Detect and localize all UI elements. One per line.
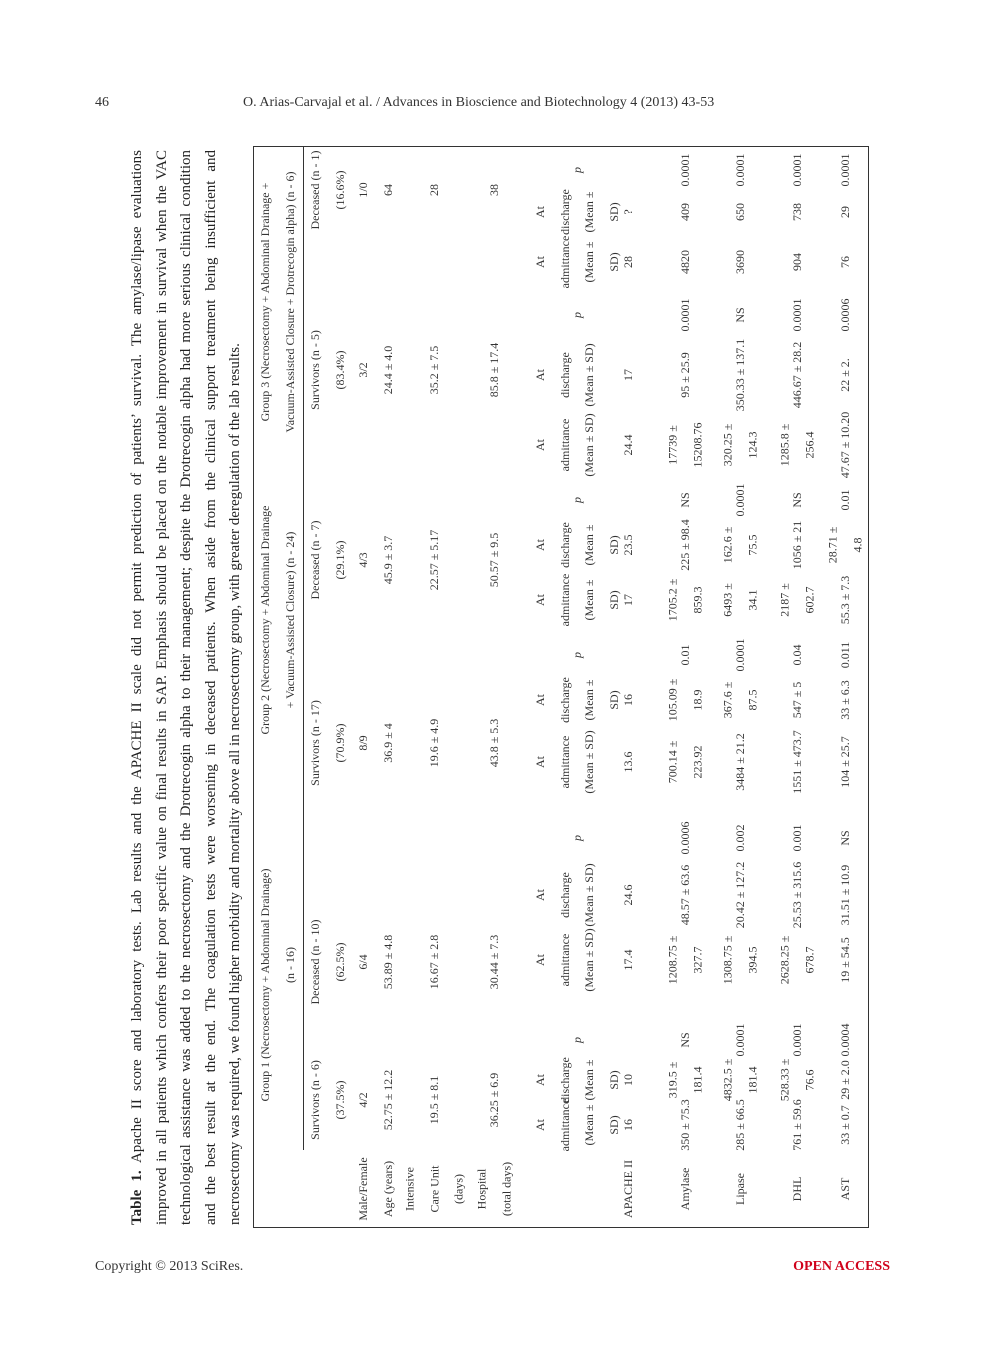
row-label: APACHE II — [620, 1160, 635, 1218]
table-cell: 48.57 ± 63.6 — [677, 864, 692, 926]
table-cell: 2187 ± 602.7 — [777, 583, 816, 617]
caption-text: Apache II score and laboratory tests. Lab results and the APACHE II scale did not permit prediction of patients’ survival. The amylase/lipase evaluations — [129, 150, 145, 1171]
table-cell: 10 — [620, 1074, 635, 1086]
table-cell: 47.67 ± 10.20 — [837, 411, 852, 479]
table-cell: 50.57 ± 9.5 — [486, 532, 501, 588]
table-cell: 0.0001 — [732, 1023, 747, 1057]
table-cell: 6493 ± 34.1 — [720, 583, 759, 617]
table-cell: 24.4 — [620, 434, 635, 456]
row-label: AST — [837, 1177, 852, 1201]
subcolumn-header: At admittance (Mean ± SD) — [533, 1098, 621, 1152]
table-cell: NS — [677, 492, 692, 508]
row-label: Hospital (total days) — [474, 1161, 513, 1217]
open-access-label: OPEN ACCESS — [793, 1259, 890, 1274]
table-cell: 30.44 ± 7.3 — [486, 934, 501, 990]
table-cell: 33 ± 0.7 — [837, 1105, 852, 1145]
table-cell: 29 — [837, 206, 852, 218]
table-cell: 105.09 ± 18.9 — [665, 678, 704, 722]
caption-line-4: and the best result at the end. The coagulation tests were worsening in deceased patients. When aside from the clinical support treatment being insufficient and — [202, 150, 219, 1225]
table-cell: 409 — [677, 203, 692, 221]
table-cell: 0.0001 — [732, 153, 747, 187]
table-cell: ? — [620, 209, 635, 215]
subgroup-percent: (70.9%) — [332, 723, 347, 763]
subcolumn-header: At admittance (Mean ± SD) — [533, 573, 621, 627]
table-cell: 22.57 ± 5.17 — [426, 529, 441, 591]
table-cell: 0.04 — [789, 644, 804, 666]
subcolumn-header: At discharge (Mean ± SD) — [533, 343, 596, 407]
table-cell: 17.4 — [620, 949, 635, 971]
group-header-subtitle: + Vacuum-Assisted Closure) (n - 24) — [282, 531, 297, 709]
table-cell: 28.71 ± 4.8 — [825, 526, 864, 564]
copyright: Copyright © 2013 SciRes. — [95, 1259, 244, 1274]
p-value-header: p — [569, 497, 584, 503]
table-cell: 320.25 ± 124.3 — [720, 423, 759, 467]
subgroup-percent: (62.5%) — [332, 942, 347, 982]
table-cell: 350 ± 75.3 — [677, 1099, 692, 1151]
table-cell: 1308.75 ± 394.5 — [720, 935, 759, 985]
table-cell: 761 ± 59.6 — [789, 1099, 804, 1151]
table-cell: 904 — [789, 253, 804, 271]
subgroup-header: Survivors (n - 5) — [307, 330, 322, 410]
table-cell: 0.0001 — [677, 298, 692, 332]
table-cell: 0.0001 — [789, 153, 804, 187]
subgroup-percent: (16.6%) — [332, 170, 347, 210]
p-value-header: p — [569, 167, 584, 173]
p-value-header: p — [569, 312, 584, 318]
table-cell: 738 — [789, 203, 804, 221]
row-label: Male/Female — [355, 1157, 370, 1221]
subcolumn-header: At discharge (Mean ± SD) — [533, 522, 621, 568]
table-cell: 35.2 ± 7.5 — [426, 345, 441, 395]
table-cell: 52.75 ± 12.2 — [380, 1069, 395, 1131]
caption-line-1 — [125, 150, 150, 1225]
running-title: O. Arias-Carvajal et al. / Advances in Bioscience and Biotechnology 4 (2013) 43-53 — [243, 95, 715, 110]
caption-line-3: technological assistance was added to the necrosectomy and the Drotrecogin alpha to their management; despite the Drotrecogin alpha had more serious clinical condition — [178, 150, 194, 1225]
table-cell: 4/2 — [355, 1092, 370, 1108]
table-cell: 4832.5 ± 181.4 — [720, 1058, 759, 1102]
table-cell: 162.6 ± 75.5 — [720, 526, 759, 564]
table-cell: 1/0 — [355, 182, 370, 198]
table-cell: 23.5 — [620, 534, 635, 556]
row-label: Lipase — [732, 1173, 747, 1205]
table-cell: 1705.2 ± 859.3 — [665, 578, 704, 622]
table-cell: 350.33 ± 137.1 — [732, 338, 747, 412]
table-cell: 16.67 ± 2.8 — [426, 934, 441, 990]
table-cell: 8/9 — [355, 735, 370, 751]
table-cell: 0.0001 — [789, 1023, 804, 1057]
table-cell: 31.51 ± 10.9 — [837, 864, 852, 926]
table-cell: 446.67 ± 28.2 — [789, 341, 804, 409]
subcolumn-header: At discharge (Mean ± SD) — [533, 863, 596, 927]
table-cell: 0.002 — [732, 824, 747, 852]
table-cell: 43.8 ± 5.3 — [486, 718, 501, 768]
table-cell: 13.6 — [620, 751, 635, 773]
group-header-subtitle: (n - 16) — [282, 947, 297, 983]
table-cell: 3484 ± 21.2 — [732, 733, 747, 791]
table-cell: 17 — [620, 369, 635, 381]
table-right-border — [253, 146, 868, 147]
group-header: Group 1 (Necrosectomy + Abdominal Drainage) — [257, 868, 272, 1102]
table-cell: 53.89 ± 4.8 — [380, 934, 395, 990]
table-cell: 0.01 — [837, 489, 852, 511]
row-label: Intensive Care Unit (days) — [402, 1165, 466, 1213]
table-cell: 3/2 — [355, 362, 370, 378]
table-cell: 19.6 ± 4.9 — [426, 718, 441, 768]
table-cell: 0.0006 — [837, 298, 852, 332]
p-value-header: p — [569, 1037, 584, 1043]
subgroup-percent: (83.4%) — [332, 350, 347, 390]
table-cell: 367.6 ± 87.5 — [720, 681, 759, 719]
table-cell: 0.0001 — [789, 298, 804, 332]
table-cell: NS — [732, 307, 747, 323]
table-cell: 45.9 ± 3.7 — [380, 535, 395, 585]
table-cell: 29 ± 2.0 — [837, 1060, 852, 1100]
table-cell: 0.0001 — [837, 153, 852, 187]
table-cell: 285 ± 66.5 — [732, 1099, 747, 1151]
table-cell: 547 ± 5 — [789, 681, 804, 719]
table-cell: 1285.8 ± 256.4 — [777, 423, 816, 467]
table-cell: 36.25 ± 6.9 — [486, 1072, 501, 1128]
table-cell: 36.9 ± 4 — [380, 723, 395, 763]
table-cell: 700.14 ± 223.92 — [665, 740, 704, 784]
table-cell: 528.33 ± 76.6 — [777, 1058, 816, 1102]
subgroup-header: Deceased (n - 10) — [307, 919, 322, 1005]
subcolumn-header: At admittance (Mean ± SD) — [533, 413, 596, 477]
table-cell: NS — [789, 492, 804, 508]
table-cell: 19.5 ± 8.1 — [426, 1075, 441, 1125]
table-cell: 0.0001 — [732, 483, 747, 517]
table-cell: 64 — [380, 184, 395, 196]
subcolumn-header: At admittance (Mean ± SD) — [533, 928, 596, 992]
table-cell: 19 ± 54.5 — [837, 937, 852, 983]
table-cell: 28 — [620, 256, 635, 268]
table-cell: 319.5 ± 181.4 — [665, 1061, 704, 1099]
table-cell: 20.42 ± 127.2 — [732, 861, 747, 929]
subgroup-percent: (37.5%) — [332, 1080, 347, 1120]
table-cell: 4820 — [677, 250, 692, 274]
table-cell: 225 ± 98.4 — [677, 519, 692, 571]
table-cell: 0.0004 — [837, 1023, 852, 1057]
table-cell: 4/3 — [355, 552, 370, 568]
table-cell: 6/4 — [355, 954, 370, 970]
table-cell: 17 — [620, 594, 635, 606]
table-cell: 24.6 — [620, 884, 635, 906]
table-cell: 16 — [620, 694, 635, 706]
table-cell: 38 — [486, 184, 501, 196]
subcolumn-header: At admittance (Mean ± SD) — [533, 730, 596, 794]
table-cell: 17739 ± 15208.76 — [665, 422, 704, 468]
row-label: Age (years) — [380, 1160, 395, 1218]
table-cell: 22 ± 2. — [837, 358, 852, 392]
table-cell: 0.011 — [837, 641, 852, 669]
subcolumn-header: At admittance (Mean ± SD) — [533, 235, 621, 289]
subgroup-header: Deceased (n - 1) — [307, 150, 322, 230]
p-value-header: p — [569, 652, 584, 658]
table-cell: 2628.25 ± 678.7 — [777, 935, 816, 985]
table-cell: 0.0001 — [677, 153, 692, 187]
row-label: Amylase — [677, 1167, 692, 1211]
table-cell: 650 — [732, 203, 747, 221]
table-cell: 85.8 ± 17.4 — [486, 342, 501, 398]
caption-line-5: necrosectomy was required, we found higher morbidity and mortality above all in necrosectomy group, with greater deregulation of the lab results. — [227, 343, 243, 1225]
table-cell: 0.0001 — [732, 638, 747, 672]
subgroup-percent: (29.1%) — [332, 540, 347, 580]
rotated-table-region — [125, 145, 870, 1230]
table-cell: 95 ± 25.9 — [677, 352, 692, 398]
subgroup-header: Survivors (n - 6) — [307, 1060, 322, 1140]
table-cell: 0.001 — [789, 824, 804, 852]
table-cell: NS — [677, 1032, 692, 1048]
subgroup-header: Survivors (n - 17) — [307, 700, 322, 786]
table-cell: 0.01 — [677, 644, 692, 666]
table-cell: 76 — [837, 256, 852, 268]
table-left-border — [253, 1227, 868, 1228]
caption-line-2: improved in all patients which confers their poor specific value on final results in SAP. Emphasis should be placed on the notable improvement in survival when the VAC — [153, 150, 170, 1225]
group-header: Group 3 (Necrosectomy + Abdominal Drainage + — [257, 182, 272, 422]
table-cell: 1551 ± 473.7 — [789, 730, 804, 794]
p-value-header: p — [569, 835, 584, 841]
table-cell: 55.3 ± 7.3 — [837, 575, 852, 625]
table-cell: 104 ± 25.7 — [837, 736, 852, 788]
table-cell: NS — [837, 830, 852, 846]
group-header-subtitle: Vacuum-Assisted Closure + Drotrecogin alpha) (n - 6) — [282, 171, 297, 433]
row-label: DHL — [789, 1176, 804, 1202]
table-cell: 0.0006 — [677, 821, 692, 855]
table-bottom-rule — [868, 146, 869, 1228]
subcolumn-header: At discharge (Mean ± SD) — [533, 189, 621, 235]
table-cell: 33 ± 6.3 — [837, 680, 852, 720]
table-cell: 28 — [426, 184, 441, 196]
table-cell: 24.4 ± 4.0 — [380, 345, 395, 395]
table-cell: 25.53 ± 315.6 — [789, 861, 804, 929]
subcolumn-header: At discharge (Mean ± SD) — [533, 1057, 621, 1103]
table-cell: 1056 ± 21 — [789, 520, 804, 570]
table-cell: 1208.75 ± 327.7 — [665, 935, 704, 985]
subgroup-header: Deceased (n - 7) — [307, 520, 322, 600]
group-header: Group 2 (Necrosectomy + Abdominal Drainage — [257, 505, 272, 735]
page-number: 46 — [95, 95, 109, 110]
subcolumn-header: At discharge (Mean ± SD) — [533, 677, 621, 723]
table-cell: 3690 — [732, 250, 747, 274]
table-cell: 16 — [620, 1119, 635, 1131]
caption-label: Table 1. — [129, 1170, 145, 1225]
